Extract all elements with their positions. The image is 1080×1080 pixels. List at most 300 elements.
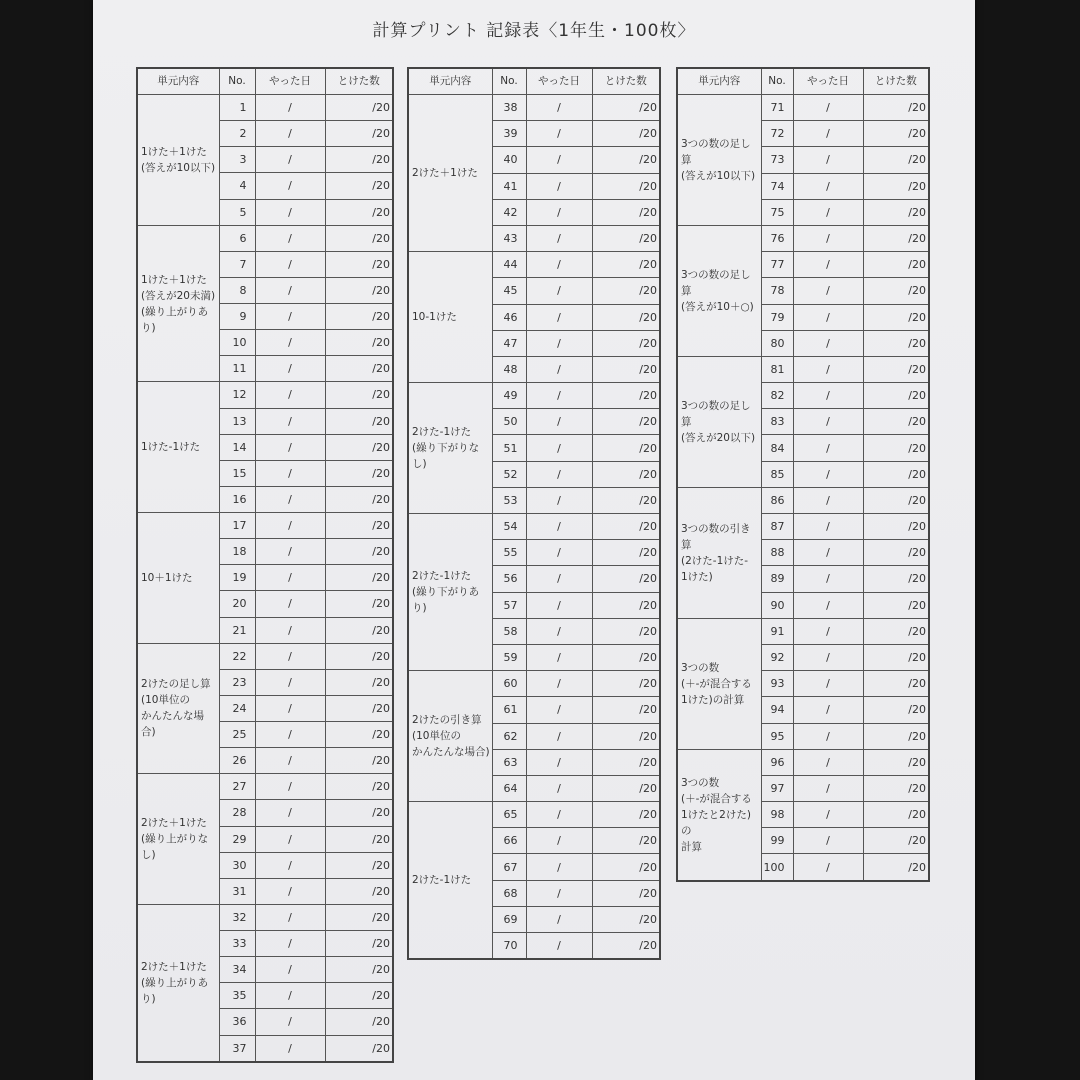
sheet-number: 68 <box>492 880 526 906</box>
date-cell: / <box>793 173 863 199</box>
score-cell: /20 <box>592 121 660 147</box>
score-cell: /20 <box>592 383 660 409</box>
date-cell: / <box>255 669 325 695</box>
date-cell: / <box>793 278 863 304</box>
sheet-number: 83 <box>761 409 793 435</box>
score-cell: /20 <box>325 95 393 121</box>
sheet-number: 81 <box>761 356 793 382</box>
sheet-number: 36 <box>219 1009 255 1035</box>
sheet-number: 10 <box>219 330 255 356</box>
sheet-number: 93 <box>761 671 793 697</box>
score-cell: /20 <box>863 252 929 278</box>
score-cell: /20 <box>863 356 929 382</box>
date-cell: / <box>526 304 592 330</box>
score-cell: /20 <box>592 723 660 749</box>
sheet-title: 計算プリント 記録表〈1年生・100枚〉 <box>372 21 696 41</box>
date-cell: / <box>526 906 592 932</box>
score-cell: /20 <box>863 723 929 749</box>
date-cell: / <box>793 749 863 775</box>
header-unit: 単元内容 <box>137 68 219 95</box>
score-cell: /20 <box>325 565 393 591</box>
header-score: とけた数 <box>863 68 929 95</box>
header-score: とけた数 <box>325 68 393 95</box>
record-table-3 <box>676 67 930 882</box>
date-cell: / <box>526 173 592 199</box>
score-cell: /20 <box>592 435 660 461</box>
header-score: とけた数 <box>592 68 660 95</box>
score-cell: /20 <box>863 304 929 330</box>
score-cell: /20 <box>325 800 393 826</box>
sheet-number: 7 <box>219 251 255 277</box>
sheet-number: 97 <box>761 775 793 801</box>
sheet-number: 57 <box>492 592 526 618</box>
score-cell: /20 <box>592 880 660 906</box>
score-cell: /20 <box>592 566 660 592</box>
sheet-number: 51 <box>492 435 526 461</box>
sheet-number: 79 <box>761 304 793 330</box>
date-cell: / <box>255 983 325 1009</box>
score-cell: /20 <box>863 828 929 854</box>
sheet-number: 76 <box>761 225 793 251</box>
date-cell: / <box>793 854 863 881</box>
sheet-number: 26 <box>219 748 255 774</box>
sheet-number: 11 <box>219 356 255 382</box>
sheet-number: 1 <box>219 95 255 121</box>
date-cell: / <box>526 330 592 356</box>
date-cell: / <box>255 617 325 643</box>
date-cell: / <box>255 356 325 382</box>
sheet-number: 56 <box>492 566 526 592</box>
table-row <box>677 356 929 382</box>
date-cell: / <box>255 251 325 277</box>
sheet-number: 82 <box>761 383 793 409</box>
table-row <box>677 225 929 251</box>
date-cell: / <box>793 199 863 225</box>
score-cell: /20 <box>325 199 393 225</box>
date-cell: / <box>255 931 325 957</box>
sheet-number: 40 <box>492 147 526 173</box>
sheet-number: 19 <box>219 565 255 591</box>
date-cell: / <box>793 671 863 697</box>
sheet-number: 5 <box>219 199 255 225</box>
header-date: やった日 <box>526 68 592 95</box>
date-cell: / <box>255 643 325 669</box>
unit-cell: 3つの数の足し算 (答えが10以下) <box>677 95 761 226</box>
score-cell: /20 <box>863 592 929 618</box>
sheet-number: 67 <box>492 854 526 880</box>
date-cell: / <box>255 199 325 225</box>
score-cell: /20 <box>592 356 660 382</box>
sheet-number: 78 <box>761 278 793 304</box>
sheet-number: 84 <box>761 435 793 461</box>
unit-cell: 2けた＋1けた <box>408 95 492 252</box>
score-cell: /20 <box>325 931 393 957</box>
sheet-number: 39 <box>492 121 526 147</box>
date-cell: / <box>255 330 325 356</box>
score-cell: /20 <box>592 592 660 618</box>
date-cell: / <box>255 147 325 173</box>
date-cell: / <box>526 592 592 618</box>
score-cell: /20 <box>863 487 929 513</box>
score-cell: /20 <box>863 95 929 121</box>
date-cell: / <box>526 383 592 409</box>
sheet-number: 92 <box>761 644 793 670</box>
unit-cell: 2けたの足し算 (10単位の かんたんな場合) <box>137 643 219 774</box>
unit-cell: 10＋1けた <box>137 513 219 644</box>
unit-cell: 3つの数の引き算 (2けた-1けた- 1けた) <box>677 487 761 618</box>
unit-cell: 1けた＋1けた (答えが10以下) <box>137 95 219 226</box>
score-cell: /20 <box>325 826 393 852</box>
header-no: No. <box>219 68 255 95</box>
date-cell: / <box>793 225 863 251</box>
date-cell: / <box>793 435 863 461</box>
date-cell: / <box>255 513 325 539</box>
score-cell: /20 <box>592 514 660 540</box>
date-cell: / <box>526 933 592 960</box>
date-cell: / <box>793 697 863 723</box>
score-cell: /20 <box>325 173 393 199</box>
header-unit: 単元内容 <box>408 68 492 95</box>
sheet-number: 61 <box>492 697 526 723</box>
unit-cell: 2けた-1けた (繰り下がりなし) <box>408 383 492 514</box>
date-cell: / <box>255 800 325 826</box>
score-cell: /20 <box>592 540 660 566</box>
record-table-1 <box>136 67 394 1063</box>
sheet-number: 87 <box>761 514 793 540</box>
unit-cell: 1けた-1けた <box>137 382 219 513</box>
sheet-number: 86 <box>761 487 793 513</box>
score-cell: /20 <box>592 906 660 932</box>
score-cell: /20 <box>863 121 929 147</box>
date-cell: / <box>793 514 863 540</box>
table-row <box>137 225 393 251</box>
date-cell: / <box>793 304 863 330</box>
table-row <box>408 514 660 540</box>
date-cell: / <box>255 826 325 852</box>
score-cell: /20 <box>325 983 393 1009</box>
score-cell: /20 <box>863 409 929 435</box>
sheet-number: 28 <box>219 800 255 826</box>
date-cell: / <box>793 330 863 356</box>
score-cell: /20 <box>592 199 660 225</box>
score-cell: /20 <box>325 1035 393 1062</box>
sheet-number: 16 <box>219 486 255 512</box>
score-cell: /20 <box>325 591 393 617</box>
date-cell: / <box>526 199 592 225</box>
date-cell: / <box>255 774 325 800</box>
date-cell: / <box>793 723 863 749</box>
score-cell: /20 <box>592 644 660 670</box>
header-unit: 単元内容 <box>677 68 761 95</box>
score-cell: /20 <box>863 540 929 566</box>
score-cell: /20 <box>325 643 393 669</box>
date-cell: / <box>526 697 592 723</box>
table-row <box>408 383 660 409</box>
sheet-number: 12 <box>219 382 255 408</box>
sheet-number: 55 <box>492 540 526 566</box>
sheet-number: 45 <box>492 278 526 304</box>
sheet-number: 77 <box>761 252 793 278</box>
score-cell: /20 <box>592 278 660 304</box>
date-cell: / <box>526 880 592 906</box>
score-cell: /20 <box>325 277 393 303</box>
date-cell: / <box>255 95 325 121</box>
sheet-number: 90 <box>761 592 793 618</box>
date-cell: / <box>526 802 592 828</box>
date-cell: / <box>793 356 863 382</box>
sheet-number: 18 <box>219 539 255 565</box>
header-date: やった日 <box>255 68 325 95</box>
score-cell: /20 <box>863 330 929 356</box>
sheet-number: 15 <box>219 460 255 486</box>
date-cell: / <box>526 775 592 801</box>
date-cell: / <box>526 278 592 304</box>
unit-cell: 3つの数 (＋-が混合する 1けた)の計算 <box>677 618 761 749</box>
score-cell: /20 <box>863 461 929 487</box>
score-cell: /20 <box>325 957 393 983</box>
score-cell: /20 <box>592 173 660 199</box>
sheet-number: 54 <box>492 514 526 540</box>
sheet-number: 14 <box>219 434 255 460</box>
sheet-number: 32 <box>219 904 255 930</box>
score-cell: /20 <box>592 671 660 697</box>
date-cell: / <box>793 383 863 409</box>
score-cell: /20 <box>592 854 660 880</box>
date-cell: / <box>526 618 592 644</box>
table-row <box>677 487 929 513</box>
sheet-number: 31 <box>219 878 255 904</box>
date-cell: / <box>255 277 325 303</box>
date-cell: / <box>526 121 592 147</box>
date-cell: / <box>526 356 592 382</box>
sheet-number: 73 <box>761 147 793 173</box>
sheet-number: 100 <box>761 854 793 881</box>
sheet-number: 80 <box>761 330 793 356</box>
sheet-number: 25 <box>219 722 255 748</box>
score-cell: /20 <box>325 539 393 565</box>
header-no: No. <box>761 68 793 95</box>
table-header-row <box>408 68 660 95</box>
score-cell: /20 <box>325 460 393 486</box>
score-cell: /20 <box>863 278 929 304</box>
date-cell: / <box>255 382 325 408</box>
score-cell: /20 <box>592 461 660 487</box>
score-cell: /20 <box>863 383 929 409</box>
record-table-2 <box>407 67 661 960</box>
table-row <box>408 252 660 278</box>
sheet-number: 21 <box>219 617 255 643</box>
date-cell: / <box>793 618 863 644</box>
sheet-number: 17 <box>219 513 255 539</box>
date-cell: / <box>526 514 592 540</box>
score-cell: /20 <box>325 225 393 251</box>
sheet-number: 71 <box>761 95 793 121</box>
score-cell: /20 <box>863 435 929 461</box>
date-cell: / <box>255 878 325 904</box>
date-cell: / <box>255 695 325 721</box>
sheet-number: 3 <box>219 147 255 173</box>
sheet-number: 94 <box>761 697 793 723</box>
sheet-number: 23 <box>219 669 255 695</box>
score-cell: /20 <box>325 722 393 748</box>
sheet-number: 62 <box>492 723 526 749</box>
date-cell: / <box>526 409 592 435</box>
date-cell: / <box>255 121 325 147</box>
sheet-number: 69 <box>492 906 526 932</box>
sheet-number: 72 <box>761 121 793 147</box>
score-cell: /20 <box>592 775 660 801</box>
score-cell: /20 <box>325 121 393 147</box>
unit-cell: 3つの数の足し算 (答えが20以下) <box>677 356 761 487</box>
sheet-number: 89 <box>761 566 793 592</box>
score-cell: /20 <box>325 251 393 277</box>
unit-cell: 3つの数の足し算 (答えが10＋○) <box>677 225 761 356</box>
sheet-number: 4 <box>219 173 255 199</box>
sheet-number: 88 <box>761 540 793 566</box>
sheet-number: 35 <box>219 983 255 1009</box>
score-cell: /20 <box>325 304 393 330</box>
date-cell: / <box>793 121 863 147</box>
sheet-number: 37 <box>219 1035 255 1062</box>
table-header-row <box>677 68 929 95</box>
score-cell: /20 <box>325 695 393 721</box>
score-cell: /20 <box>325 748 393 774</box>
date-cell: / <box>526 671 592 697</box>
date-cell: / <box>255 539 325 565</box>
sheet-number: 30 <box>219 852 255 878</box>
date-cell: / <box>793 409 863 435</box>
sheet-number: 96 <box>761 749 793 775</box>
score-cell: /20 <box>863 199 929 225</box>
score-cell: /20 <box>863 225 929 251</box>
sheet-number: 47 <box>492 330 526 356</box>
score-cell: /20 <box>863 147 929 173</box>
score-cell: /20 <box>325 669 393 695</box>
score-cell: /20 <box>325 1009 393 1035</box>
score-cell: /20 <box>592 95 660 121</box>
date-cell: / <box>526 435 592 461</box>
sheet-number: 33 <box>219 931 255 957</box>
date-cell: / <box>526 828 592 854</box>
sheet-number: 42 <box>492 199 526 225</box>
score-cell: /20 <box>592 933 660 960</box>
score-cell: /20 <box>592 749 660 775</box>
date-cell: / <box>255 957 325 983</box>
sheet-number: 49 <box>492 383 526 409</box>
sheet-number: 52 <box>492 461 526 487</box>
sheet-number: 44 <box>492 252 526 278</box>
score-cell: /20 <box>325 904 393 930</box>
sheet-number: 9 <box>219 304 255 330</box>
sheet-number: 59 <box>492 644 526 670</box>
unit-cell: 2けた＋1けた (繰り上がりあり) <box>137 904 219 1061</box>
sheet-number: 50 <box>492 409 526 435</box>
date-cell: / <box>793 461 863 487</box>
sheet-number: 2 <box>219 121 255 147</box>
unit-cell: 2けた-1けた (繰り下がりあり) <box>408 514 492 671</box>
date-cell: / <box>526 749 592 775</box>
date-cell: / <box>793 802 863 828</box>
date-cell: / <box>526 461 592 487</box>
score-cell: /20 <box>325 852 393 878</box>
date-cell: / <box>793 566 863 592</box>
score-cell: /20 <box>325 486 393 512</box>
date-cell: / <box>793 644 863 670</box>
date-cell: / <box>255 722 325 748</box>
score-cell: /20 <box>325 356 393 382</box>
date-cell: / <box>526 252 592 278</box>
score-cell: /20 <box>325 330 393 356</box>
score-cell: /20 <box>592 330 660 356</box>
score-cell: /20 <box>592 487 660 513</box>
unit-cell: 2けた-1けた <box>408 802 492 960</box>
unit-cell: 2けたの引き算 (10単位の かんたんな場合) <box>408 671 492 802</box>
date-cell: / <box>526 540 592 566</box>
score-cell: /20 <box>863 173 929 199</box>
score-cell: /20 <box>592 802 660 828</box>
sheet-number: 99 <box>761 828 793 854</box>
score-cell: /20 <box>863 749 929 775</box>
sheet-number: 34 <box>219 957 255 983</box>
header-date: やった日 <box>793 68 863 95</box>
header-no: No. <box>492 68 526 95</box>
score-cell: /20 <box>863 671 929 697</box>
sheet-number: 85 <box>761 461 793 487</box>
score-cell: /20 <box>325 147 393 173</box>
score-cell: /20 <box>592 225 660 251</box>
date-cell: / <box>526 723 592 749</box>
table-row <box>137 774 393 800</box>
score-cell: /20 <box>863 854 929 881</box>
date-cell: / <box>255 486 325 512</box>
date-cell: / <box>255 904 325 930</box>
score-cell: /20 <box>592 304 660 330</box>
record-sheet-paper <box>93 0 975 1080</box>
table-row <box>137 904 393 930</box>
date-cell: / <box>526 225 592 251</box>
date-cell: / <box>793 487 863 513</box>
date-cell: / <box>255 852 325 878</box>
date-cell: / <box>793 95 863 121</box>
sheet-number: 63 <box>492 749 526 775</box>
score-cell: /20 <box>863 644 929 670</box>
date-cell: / <box>255 434 325 460</box>
date-cell: / <box>793 540 863 566</box>
date-cell: / <box>255 304 325 330</box>
sheet-number: 24 <box>219 695 255 721</box>
table-row <box>137 95 393 121</box>
score-cell: /20 <box>592 697 660 723</box>
sheet-number: 58 <box>492 618 526 644</box>
score-cell: /20 <box>863 697 929 723</box>
sheet-number: 20 <box>219 591 255 617</box>
table-row <box>137 513 393 539</box>
score-cell: /20 <box>592 252 660 278</box>
sheet-number: 22 <box>219 643 255 669</box>
date-cell: / <box>526 147 592 173</box>
table-row <box>137 643 393 669</box>
date-cell: / <box>793 252 863 278</box>
unit-cell: 10-1けた <box>408 252 492 383</box>
score-cell: /20 <box>863 514 929 540</box>
score-cell: /20 <box>592 409 660 435</box>
date-cell: / <box>255 460 325 486</box>
table-row <box>677 95 929 121</box>
unit-cell: 2けた＋1けた (繰り上がりなし) <box>137 774 219 905</box>
score-cell: /20 <box>592 828 660 854</box>
score-cell: /20 <box>863 802 929 828</box>
sheet-number: 95 <box>761 723 793 749</box>
